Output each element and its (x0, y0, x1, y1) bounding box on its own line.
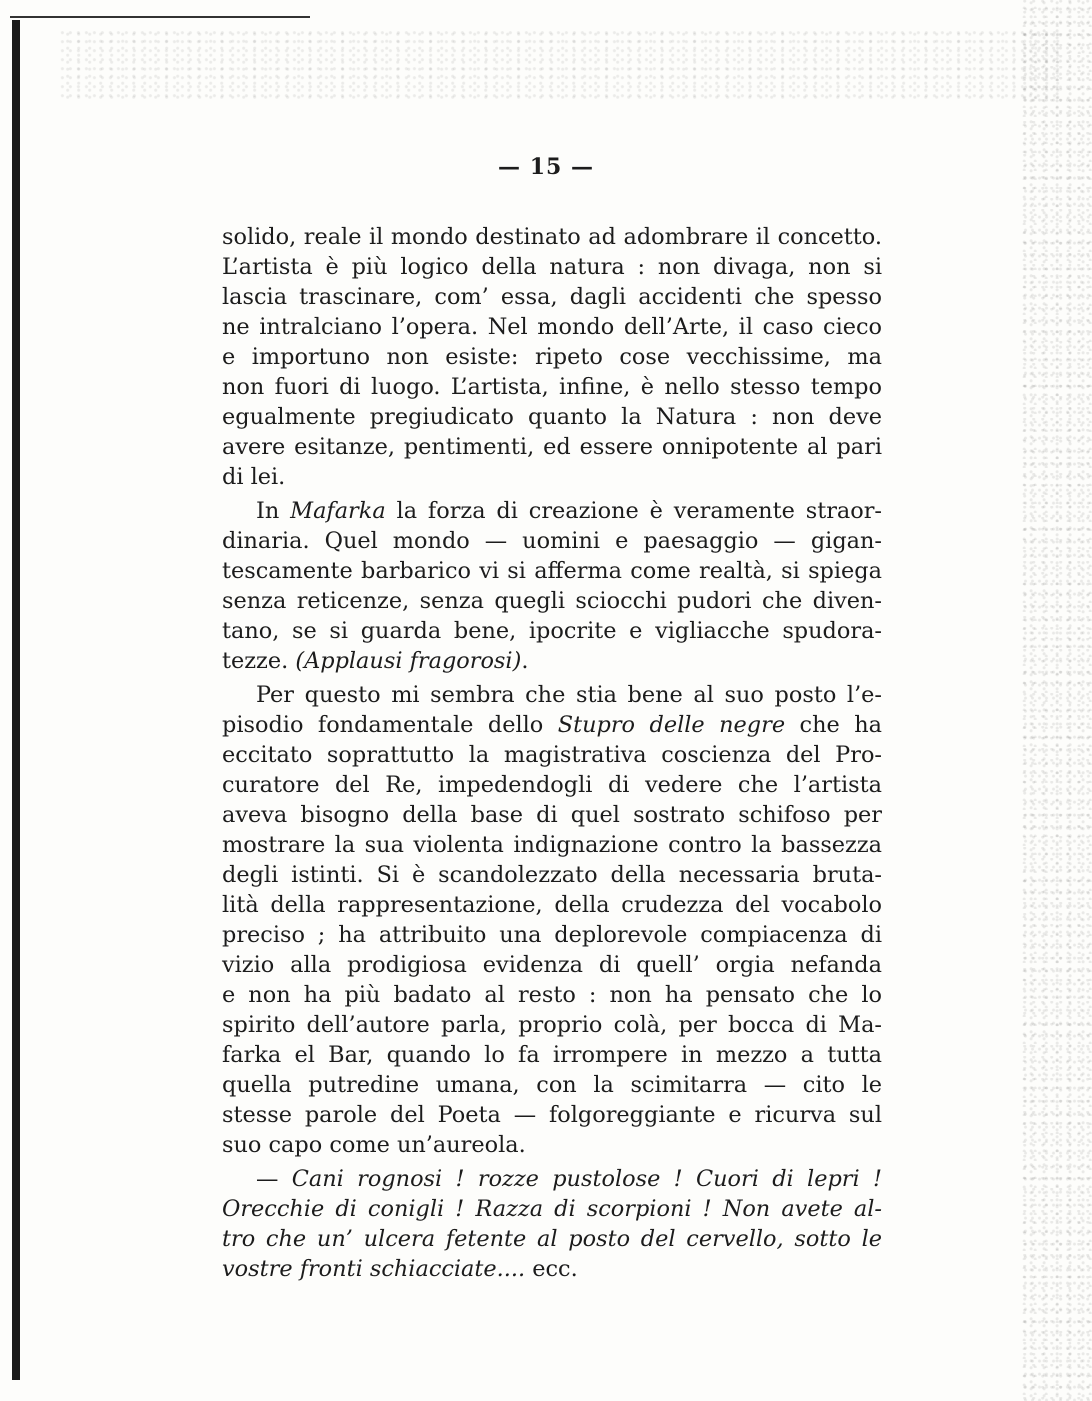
text-line (222, 980, 882, 1010)
text-line (222, 1254, 882, 1284)
text-line (222, 432, 882, 462)
text-run: Per questo mi sembra che stia bene al suo posto l’e- (256, 682, 882, 708)
text-run: pisodio fondamentale dello (222, 712, 558, 738)
italic-run: Stupro delle negre (557, 712, 786, 738)
text-run: che ha (785, 712, 883, 738)
page-number: — 15 — (498, 154, 594, 180)
text-line (222, 462, 882, 492)
text-line (222, 1040, 882, 1070)
scan-noise-top (60, 30, 1060, 100)
text-line (222, 282, 882, 312)
paragraph (222, 1164, 882, 1284)
text-run: avere esitanze, pentimenti, ed essere onnipotente al pari (222, 434, 882, 460)
text-run: e non ha più badato al resto : non ha pensato che lo (222, 982, 882, 1008)
text-line (222, 1100, 882, 1130)
text-line (222, 402, 882, 432)
italic-run: Orecchie di conigli ! Razza di scorpioni ! Non avete al- (222, 1196, 882, 1222)
text-line (222, 646, 882, 676)
text-run: egualmente pregiudicato quanto la Natura : non deve (222, 404, 882, 430)
text-run: . (521, 648, 529, 674)
text-line (222, 342, 882, 372)
text-run: non fuori di luogo. L’artista, infine, è nello stesso tempo (222, 374, 882, 400)
paragraph (222, 496, 882, 676)
paragraph (222, 222, 882, 492)
text-line (222, 556, 882, 586)
text-line (222, 586, 882, 616)
text-run: suo capo come un’aureola. (222, 1132, 526, 1158)
text-run: — (256, 1166, 292, 1192)
text-run: lità della rappresentazione, della crudezza del vocabolo (222, 892, 882, 918)
text-line (222, 1130, 882, 1160)
text-run: quella putredine umana, con la scimitarra — cito le (222, 1072, 882, 1098)
italic-run: vostre fronti schiacciate.... (222, 1256, 526, 1282)
text-run: In (256, 498, 291, 524)
text-run: tescamente barbarico vi si afferma come realtà, si spiega (222, 558, 882, 584)
text-line (222, 830, 882, 860)
text-line (222, 860, 882, 890)
italic-run: Mafarka (290, 498, 386, 524)
text-line (222, 312, 882, 342)
text-line (222, 616, 882, 646)
text-line (222, 1164, 882, 1194)
text-run: solido, reale il mondo destinato ad adombrare il concetto. (222, 224, 882, 250)
italic-run: tro che un’ ulcera fetente al posto del cervello, sotto le (222, 1226, 882, 1252)
text-line (222, 222, 882, 252)
top-rule (10, 16, 310, 18)
text-run: aveva bisogno della base di quel sostrato schifoso per (222, 802, 882, 828)
text-run: eccitato soprattutto la magistrativa coscienza del Pro- (222, 742, 882, 768)
scan-noise-right (1022, 0, 1092, 1401)
text-run: lascia trascinare, com’ essa, dagli accidenti che spesso (222, 284, 882, 310)
text-run: spirito dell’autore parla, proprio colà, per bocca di Ma- (222, 1012, 882, 1038)
text-run: dinaria. Quel mondo — uomini e paesaggio — gigan- (222, 528, 882, 554)
text-line (222, 1010, 882, 1040)
text-run: vizio alla prodigiosa evidenza di quell’ orgia nefanda (222, 952, 882, 978)
text-run: L’artista è più logico della natura : non divaga, non si (222, 254, 882, 280)
text-run: preciso ; ha attribuito una deplorevole compiacenza di (222, 922, 882, 948)
text-run: stesse parole del Poeta — folgoreggiante e ricurva sul (222, 1102, 882, 1128)
text-run: e importuno non esiste: ripeto cose vecchissime, ma (222, 344, 882, 370)
text-line (222, 526, 882, 556)
text-line (222, 252, 882, 282)
text-line (222, 1194, 882, 1224)
text-run: la forza di creazione è veramente straor- (385, 498, 882, 524)
text-run: senza reticenze, senza quegli sciocchi pudori che diven- (222, 588, 882, 614)
text-line (222, 496, 882, 526)
text-line (222, 890, 882, 920)
text-run: di lei. (222, 464, 286, 490)
text-line (222, 920, 882, 950)
italic-run: (Applausi fragorosi) (295, 648, 522, 674)
text-run: farka el Bar, quando lo fa irrompere in mezzo a tutta (222, 1042, 882, 1068)
body-text (222, 222, 882, 1284)
paragraph (222, 680, 882, 1160)
text-line (222, 680, 882, 710)
text-run: ecc. (525, 1256, 578, 1282)
text-line (222, 1224, 882, 1254)
text-line (222, 950, 882, 980)
text-run: degli istinti. Si è scandolezzato della necessaria bruta- (222, 862, 882, 888)
text-line (222, 372, 882, 402)
italic-run: Cani rognosi ! rozze pustolose ! Cuori di lepri ! (291, 1166, 882, 1192)
text-run: ne intralciano l’opera. Nel mondo dell’Arte, il caso cieco (222, 314, 882, 340)
text-run: tano, se si guarda bene, ipocrite e vigliacche spudora- (222, 618, 882, 644)
text-line (222, 800, 882, 830)
text-line (222, 740, 882, 770)
text-line (222, 1070, 882, 1100)
text-run: curatore del Re, impedendogli di vedere che l’artista (222, 772, 882, 798)
binding-edge (12, 20, 20, 1380)
text-run: mostrare la sua violenta indignazione contro la bassezza (222, 832, 882, 858)
text-run: tezze. (222, 648, 296, 674)
text-line (222, 770, 882, 800)
text-line (222, 710, 882, 740)
